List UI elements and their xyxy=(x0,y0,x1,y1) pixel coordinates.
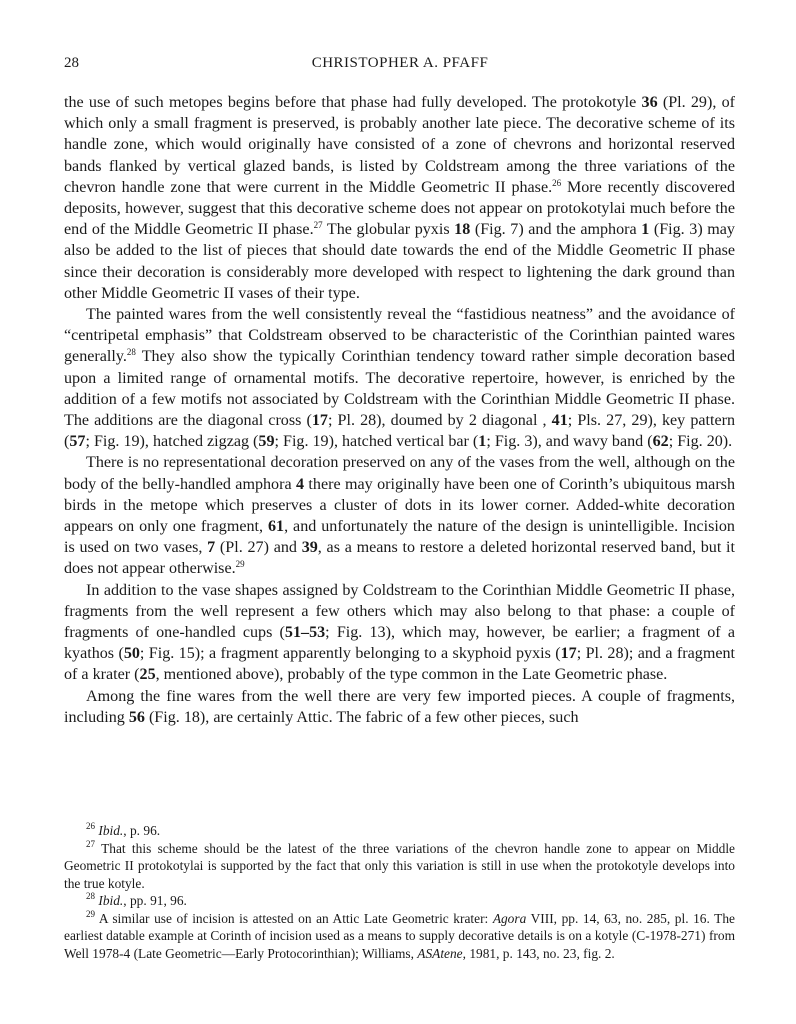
catalogue-number: 50 xyxy=(123,645,140,663)
text-run: ; Pl. 28), doumed by 2 diagonal , xyxy=(327,412,552,430)
footnote xyxy=(64,822,735,840)
text-run: More recently discovered deposits, however, suggest that this decorative scheme does not appear on protokotylai much before the end of the Middle Geometric II phase. xyxy=(64,178,735,239)
footnote-ref: 27 xyxy=(86,838,95,849)
body-paragraph xyxy=(64,686,735,728)
catalogue-number: 7 xyxy=(207,539,216,557)
body-paragraph xyxy=(64,92,735,304)
catalogue-number: 56 xyxy=(128,708,145,726)
text-run: (Pl. 29), of which only a small fragment is preserved, is probably another late piece. The decorative scheme of its handle zone, which would originally have consisted of a zone of chevrons and horizontal reserved bands flanked by vertical glazed bands, is listed by Coldstream among the three variations of the chevron handle zone that were current in the Middle Geometric II phase. xyxy=(64,94,735,196)
body-text xyxy=(64,92,735,728)
text-run: The globular pyxis xyxy=(322,221,455,239)
text-run: That this scheme should be the latest of the three variations of the chevron handle zone to appear on Middle Geometric II protokotylai is supported by the fact that only this variation is still in use when the protokotyle develops into the true kotyle. xyxy=(64,840,735,891)
text-run: , pp. 91, 96. xyxy=(123,893,187,908)
author-running-title: CHRISTOPHER A. PFAFF xyxy=(311,55,489,71)
footnote-ref: 29 xyxy=(86,908,95,919)
text-run: (Fig. 3) may also be added to the list of pieces that should date towards the end of the Middle Geometric II phase since their decoration is considerably more developed with respect to lightening the dark ground than other Middle Geometric II vases of their type. xyxy=(64,221,735,302)
text-run: They also show the typically Corinthian tendency toward rather simple decoration based upon a limited range of ornamental motifs. The decorative repertoire, however, is enriched by the addition of a few motifs not associated by Coldstream with the Corinthian Middle Geometric II phase. The additions are the diagonal cross ( xyxy=(64,348,735,430)
text-run: The painted wares from the well consistently reveal the “fastidious neatness” and the avoidance of “centripetal emphasis” that Coldstream observed to be characteristic of the Corinthian painted wares generally. xyxy=(64,306,735,366)
text-run: , mentioned above), probably of the type common in the Late Geometric phase. xyxy=(155,666,668,684)
text-run: , as a means to restore a deleted horizontal reserved band, but it does not appear otherwise. xyxy=(64,539,735,578)
footnote-ref: 26 xyxy=(86,821,95,831)
running-head xyxy=(64,55,736,75)
text-run: A similar use of incision is attested on an Attic Late Geometric krater: xyxy=(95,910,493,926)
catalogue-number: 62 xyxy=(652,433,669,451)
catalogue-number: 17 xyxy=(560,645,577,663)
italic-text: Ibid. xyxy=(98,823,124,838)
body-paragraph xyxy=(64,452,735,579)
footnotes xyxy=(64,822,735,962)
catalogue-number: 18 xyxy=(454,221,471,239)
text-run: (Pl. 27) and xyxy=(215,539,302,557)
footnote xyxy=(64,910,735,963)
catalogue-number: 57 xyxy=(69,433,86,451)
catalogue-number: 41 xyxy=(551,412,568,430)
catalogue-number: 36 xyxy=(641,94,658,111)
footnote xyxy=(64,840,735,893)
catalogue-number: 25 xyxy=(139,666,156,684)
italic-text: ASAtene xyxy=(417,945,463,961)
catalogue-number: 61 xyxy=(267,518,285,536)
text-run: , and unfortunately the nature of the design is unintelligible. Incision is used on two vases, xyxy=(64,518,735,557)
text-run: there may originally have been one of Corinth’s ubiquitous marsh birds in the metope which preserves a cluster of dots in its lower corner. Added-white decoration appears on only one fragment, xyxy=(64,475,735,536)
text-run: ; Fig. 3), and wavy band ( xyxy=(486,433,653,451)
text-run: There is no representational decoration preserved on any of the vases from the well, although on the body of the belly-handled amphora xyxy=(64,454,735,493)
footnote-ref: 29 xyxy=(235,559,245,570)
text-run: ; Fig. 13), which may, however, be earlier; a fragment of a kyathos ( xyxy=(64,624,735,663)
body-paragraph xyxy=(64,304,735,452)
catalogue-number: 1 xyxy=(478,433,487,451)
page-number: 28 xyxy=(64,55,79,71)
text-run: ; Fig. 20). xyxy=(668,433,733,451)
italic-text: Ibid. xyxy=(98,893,124,908)
text-run: (Fig. 18), are certainly Attic. The fabric of a few other pieces, such xyxy=(144,708,579,726)
text-run: Among the fine wares from the well there are very few imported pieces. A couple of fragments, including xyxy=(64,687,735,726)
catalogue-number: 1 xyxy=(641,221,650,239)
body-paragraph xyxy=(64,580,735,686)
catalogue-number: 59 xyxy=(258,433,275,451)
italic-text: Agora xyxy=(492,910,527,926)
text-run: , p. 96. xyxy=(123,823,161,838)
text-run: ; Pls. 27, 29), key pattern ( xyxy=(64,412,736,451)
text-run: , 1981, p. 143, no. 23, fig. 2. xyxy=(462,945,615,961)
text-run: ; Fig. 19), hatched vertical bar ( xyxy=(274,433,479,451)
footnote xyxy=(64,892,735,910)
footnote-ref: 26 xyxy=(552,177,562,188)
text-run: the use of such metopes begins before that phase had fully developed. The protokotyle xyxy=(64,94,642,111)
text-run: ; Pl. 28); and a fragment of a krater ( xyxy=(64,645,735,684)
catalogue-number: 51–53 xyxy=(284,624,326,642)
catalogue-number: 4 xyxy=(296,475,305,493)
text-run: ; Fig. 19), hatched zigzag ( xyxy=(85,433,259,451)
text-run: ; Fig. 15); a fragment apparently belonging to a skyphoid pyxis ( xyxy=(139,645,561,663)
text-run: (Fig. 7) and the amphora xyxy=(470,221,642,239)
catalogue-number: 39 xyxy=(301,539,318,557)
text-run: In addition to the vase shapes assigned by Coldstream to the Corinthian Middle Geometric II phase, fragments from the well represent a few others which may also belong to that phase: a couple of fragments of one-handled cups ( xyxy=(64,581,735,642)
catalogue-number: 17 xyxy=(311,412,328,430)
footnote-ref: 28 xyxy=(126,347,136,358)
footnote-ref: 28 xyxy=(86,891,95,901)
footnote-ref: 27 xyxy=(313,220,323,231)
text-run: VIII, pp. 14, 63, no. 285, pl. 16. The earliest datable example at Corinth of incision used as a means to supply decorative details is on a kotyle (C-1978-271) from Well 1978-4 (Late Geometric—Early Protocorinthian); Williams, xyxy=(64,910,735,961)
